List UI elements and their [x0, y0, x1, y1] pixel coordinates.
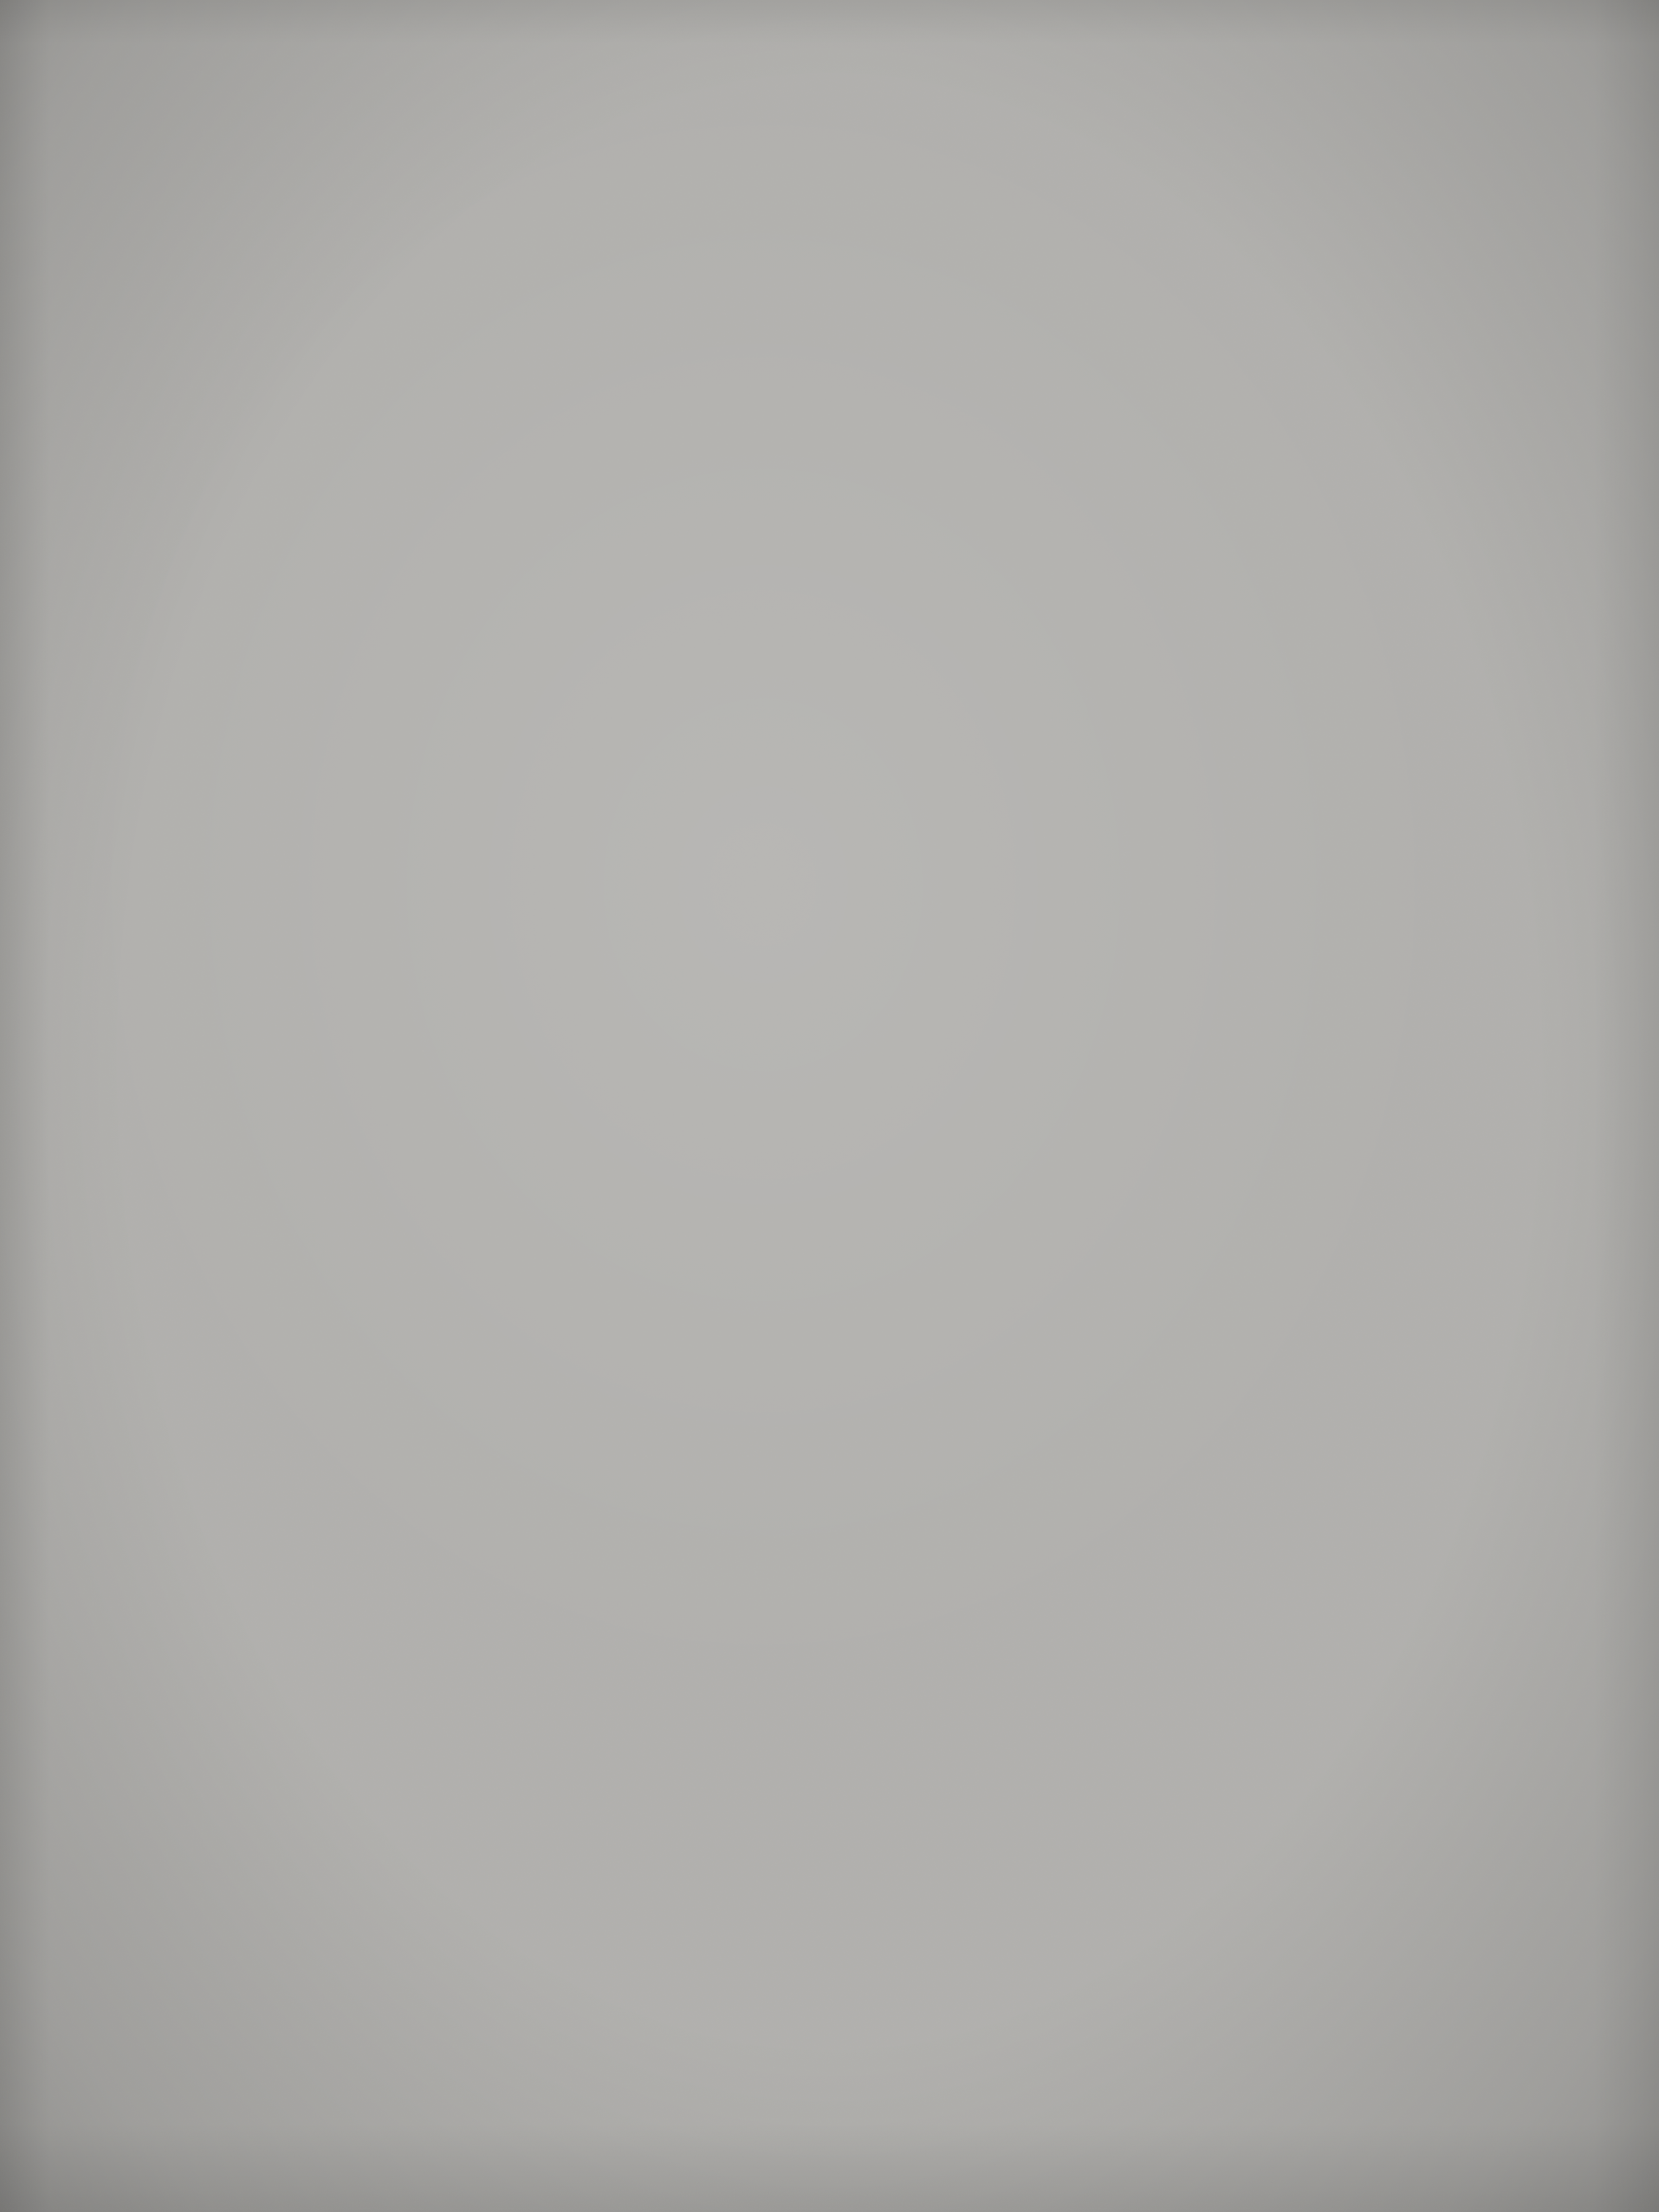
page-column-label — [0, 222, 1405, 230]
folio-page-number — [5, 2058, 1522, 2066]
page-title — [0, 140, 1505, 148]
table-of-contents — [0, 0, 1652, 4]
